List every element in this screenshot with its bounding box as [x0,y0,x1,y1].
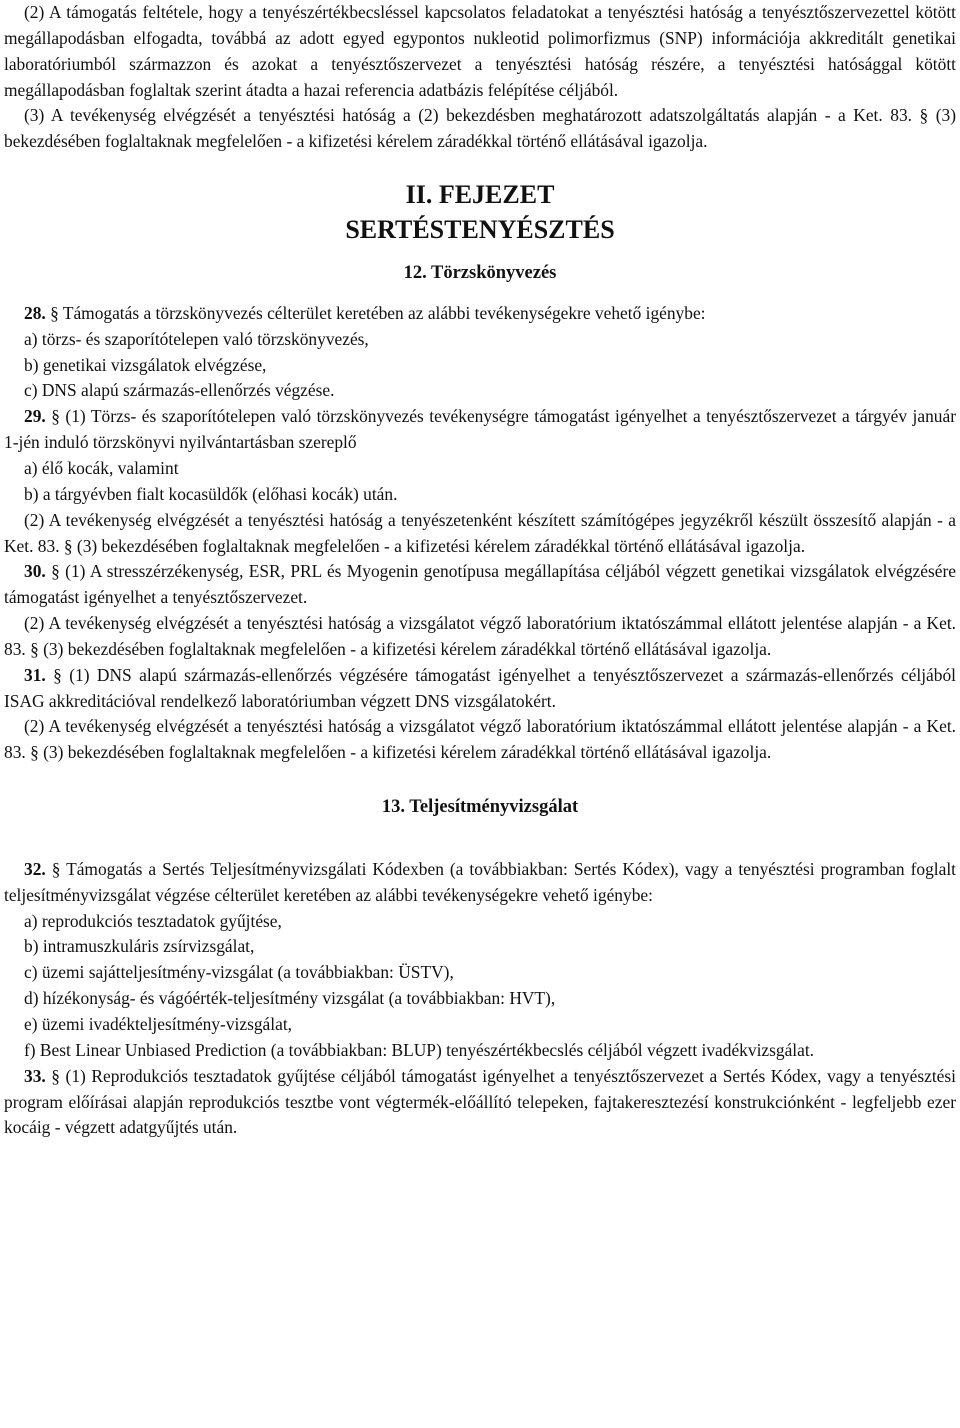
list-item: a) élő kocák, valamint [24,457,179,478]
section-text: § (1) DNS alapú származás-ellenőrzés végzésére támogatást igényelhet a tenyésztőszervezet a származás-ellenőrzés céljából ISAG akkreditációval rendelkező laboratóriumban végzett DNS vizsgálatokért. [4,664,956,711]
list-item: d) hízékonyság- és vágóérték-teljesítmény vizsgálat (a továbbiakban: HVT), [24,988,556,1009]
section-text: § (1) A stresszérzékenység, ESR, PRL és Myogenin genotípusa megállapítása céljából végzett genetikai vizsgálatok elvégzésére támogatást igényelhet a tenyésztőszervezet. [4,561,956,608]
spacer [4,247,956,261]
document-page [4,0,956,1141]
list-item: f) Best Linear Unbiased Prediction (a továbbiakban: BLUP) tenyészértékbecslés céljából végzett ivadékvizsgálat. [24,1039,815,1060]
list-item: b) genetikai vizsgálatok elvégzése, [24,354,267,375]
chapter-number: II. FEJEZET [405,180,555,210]
section-heading-13: 13. Teljesítményvizsgálat [381,797,579,818]
paragraph: (2) A tevékenység elvégzését a tenyésztési hatóság a tenyészetenként készített számítógépes jegyzékről készült összesítő alapján - a Ket. 83. § (3) bekezdésében foglaltaknak megfelelően - a kifizetési kérelem záradékkal történő ellátásával igazolja. [4,509,956,556]
section-number: 30. [24,561,46,582]
spacer [4,287,956,301]
spacer [4,766,956,795]
list-item: a) törzs- és szaporítótelepen való törzskönyvezés, [24,328,369,349]
list-item: a) reprodukciós tesztadatok gyűjtése, [24,910,282,931]
list-item: b) intramuszkuláris zsírvizsgálat, [24,936,255,957]
spacer [4,155,956,177]
section-28 [4,301,956,327]
section-text: § Támogatás a Sertés Teljesítményvizsgálati Kódexben (a továbbiakban: Sertés Kódex), vagy a tenyésztési programban foglalt teljesítményvizsgálat végzése célterület keretében az alábbi tevékenységekre vehető igénybe: [4,858,956,905]
section-32 [4,857,956,909]
list-item: b) a tárgyévben fialt kocasüldők (előhasi kocák) után. [24,483,398,504]
section-31 [4,663,956,715]
list-item: c) DNS alapú származás-ellenőrzés végzése. [24,380,335,401]
section-text: § Támogatás a törzskönyvezés célterület keretében az alábbi tevékenységekre vehető igénybe: [45,302,706,323]
list-item: e) üzemi ivadékteljesítmény-vizsgálat, [24,1014,293,1034]
section-number: 28. [24,302,46,323]
section-number: 33. [24,1065,46,1086]
spacer [4,821,956,857]
paragraph: (2) A tevékenység elvégzését a tenyésztési hatóság a vizsgálatot végző laboratórium iktatószámmal ellátott jelentése alapján - a Ket. 83. § (3) bekezdésében foglaltaknak megfelelően - a kifizetési kérelem záradékkal történő ellátásával igazolja. [4,613,956,659]
paragraph-3: (3) A tevékenység elvégzését a tenyésztési hatóság a (2) bekezdésben meghatározott adatszolgáltatás alapján - a Ket. 83. § (3) bekezdésében foglaltaknak megfelelően - a kifizetési kérelem záradékkal történő ellátásával igazolja. [4,105,956,152]
paragraph: (2) A tevékenység elvégzését a tenyésztési hatóság a vizsgálatot végző laboratórium iktatószámmal ellátott jelentése alapján - a Ket. 83. § (3) bekezdésében foglaltaknak megfelelően - a kifizetési kérelem záradékkal történő ellátásával igazolja. [4,716,956,763]
section-number: 29. [24,406,46,427]
section-29 [4,404,956,456]
section-text: § (1) Reprodukciós tesztadatok gyűjtése céljából támogatást igényelhet a tenyésztőszervezet a Sertés Kódex, vagy a tenyésztési program előírásai alapján reprodukciós tesztbe vont végtermék-előállító telepeken, fajtakeresztezésí konstrukciónként - legfeljebb ezer kocáig - végzett adatgyűjtés után. [4,1065,956,1138]
section-number: 31. [24,664,46,685]
section-33 [4,1064,956,1142]
section-text: § (1) Törzs- és szaporítótelepen való törzskönyvezés tevékenységre támogatást igényelhet a tenyésztőszervezet a tárgyév január 1-jén induló törzskönyvi nyilvántartásban szereplő [4,406,956,453]
paragraph-2: (2) A támogatás feltétele, hogy a tenyészértékbecsléssel kapcsolatos feladatokat a tenyésztési hatóság a tenyésztőszervezettel kötött megállapodásban elfogadta, továbbá az adott egyed egypontos nukleotid polimorfizmus (SNP) információja akkreditált genetikai laboratóriumból származzon és azokat a tenyésztőszervezet a tenyésztési hatóság részére, a tenyésztési hatósággal kötött megállapodásban foglaltak szerint átadta a hazai referencia adatbázis felépítése céljából. [4,2,956,100]
chapter-title: SERTÉSTENYÉSZTÉS [345,215,615,245]
section-number: 32. [24,858,46,879]
list-item: c) üzemi sajátteljesítmény-vizsgálat (a továbbiakban: ÜSTV), [24,962,454,983]
section-30 [4,559,956,611]
section-heading-12: 12. Törzskönyvezés [403,263,557,284]
